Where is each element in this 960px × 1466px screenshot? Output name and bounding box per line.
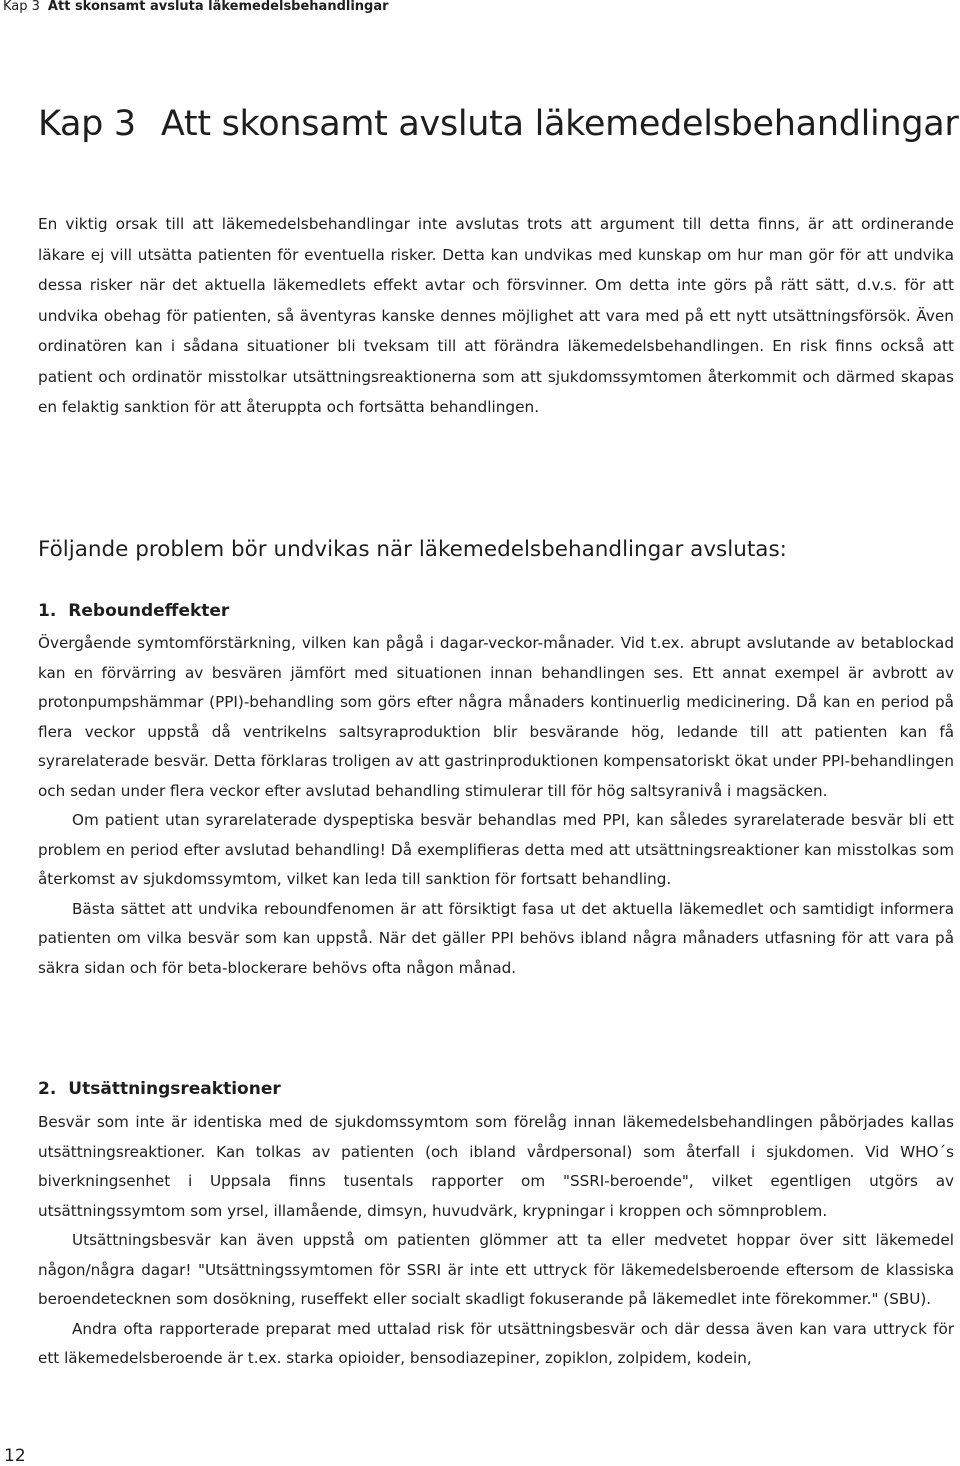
- chapter-title: [38, 98, 959, 150]
- running-head: [3, 0, 389, 14]
- section-1-paragraph-3: Bästa sättet att undvika reboundfenomen är att försiktigt fasa ut det aktuella läkemedlet och samtidigt informera patienten om vilka besvär som kan uppstå. När det gäller PPI behövs ibland några månaders utfasning för att vara på säkra sidan och för beta-blockerare behövs ofta någon månad.: [38, 899, 954, 977]
- chapter-title-text: Att skonsamt avsluta läkemedelsbehandlingar: [160, 104, 959, 144]
- subheading-reboundeffekter: [38, 598, 229, 624]
- subheading-title: Reboundeffekter: [68, 601, 230, 621]
- section-1-body: [38, 629, 954, 983]
- section-2-paragraph-3: Andra ofta rapporterade preparat med uttalad risk för utsättningsbesvär och där dessa även kan vara uttryck för ett läkemedelsberoende är t.ex. starka opioider, bensodiazepiner, zopiklon, zolpidem, kodein,: [38, 1319, 954, 1367]
- section-2-paragraph-2: Utsättningsbesvär kan även uppstå om patienten glömmer att ta eller medvetet hoppar över sitt läkemedel någon/några dagar! "Utsättningssymtomen för SSRI är inte ett uttryck för läkemedelsberoende eftersom de klassiska beroendetecknen som dosökning, ruseffekt eller socialt skadligt fokuserande på läkemedlet inte förekommer." (SBU).: [38, 1231, 954, 1308]
- intro-paragraph: En viktig orsak till att läkemedelsbehandlingar inte avslutas trots att argument till detta finns, är att ordinerande läkare ej vill utsätta patienten för eventuella risker. Detta kan undvikas med kunskap om hur man gör för att undvika dessa risker när det aktuella läkemedlets effekt avtar och försvinner. Om detta inte görs på rätt sätt, d.v.s. för att undvika obehag för patienten, så äventyras kanske dennes möjlighet att vara med på ett nytt utsättningsförsök. Även ordinatören kan i sådana situationer bli tveksam till att förändra läkemedelsbehandlingen. En risk finns också att patient och ordinatör misstolkar utsättningsreaktionerna som att sjukdomssymtomen återkommit och därmed skapas en felaktig sanktion för att återuppta och fortsätta behandlingen.: [38, 215, 954, 416]
- intro-text: [38, 209, 954, 423]
- section-2-body: [38, 1108, 954, 1374]
- section-1-paragraph-1: Övergående symtomförstärkning, vilken kan pågå i dagar-veckor-månader. Vid t.ex. abrupt avslutande av betablockad kan en förvärring av besvären jämfört med situationen innan behandlingen ses. Ett annat exempel är avbrott av protonpumpshämmar (PPI)-behandling som görs efter några månaders kontinuerlig medicinering. Då kan en period på flera veckor uppstå då ventrikelns saltsyraproduktion blir besvärande hög, ledande till att patienten kan få syrarelaterade besvär. Detta förklaras troligen av att gastrinproduktionen kompensatoriskt ökat under PPI-behandlingen och sedan under flera veckor efter avslutad behandling stimulerar till för hög saltsyranivå i magsäcken.: [38, 634, 954, 800]
- subheading-number: 2.: [38, 1079, 57, 1099]
- section-heading: Följande problem bör undvikas när läkemedelsbehandlingar avslutas:: [38, 537, 787, 562]
- page-number: 12: [4, 1446, 26, 1466]
- section-2-paragraph-1: Besvär som inte är identiska med de sjukdomssymtom som förelåg innan läkemedelsbehandlingen påbörjades kallas utsättningsreaktioner. Kan tolkas av patienten (och ibland vårdpersonal) som återfall i sjukdomen. Vid WHO´s biverkningsenhet i Uppsala finns tusentals rapporter om "SSRI-beroende", vilket egentligen utgörs av utsättningssymtom som yrsel, illamående, dimsyn, huvudvärk, krypningar i kroppen och sömnproblem.: [38, 1113, 954, 1220]
- chapter-number: Kap 3: [38, 104, 136, 144]
- subheading-utsattningsreaktioner: [38, 1076, 281, 1102]
- section-1-paragraph-2: Om patient utan syrarelaterade dyspeptiska besvär behandlas med PPI, kan således syrarelaterade besvär bli ett problem en period efter avslutad behandling! Då exemplifieras detta med att utsättningsreaktioner kan misstolkas som återkomst av sjukdomssymtom, vilket kan leda till sanktion för fortsatt behandling.: [38, 811, 954, 888]
- subheading-number: 1.: [38, 601, 57, 621]
- subheading-title: Utsättningsreaktioner: [68, 1079, 281, 1099]
- running-head-chapter: Kap 3: [3, 0, 40, 14]
- running-head-title: Att skonsamt avsluta läkemedelsbehandlingar: [47, 0, 389, 14]
